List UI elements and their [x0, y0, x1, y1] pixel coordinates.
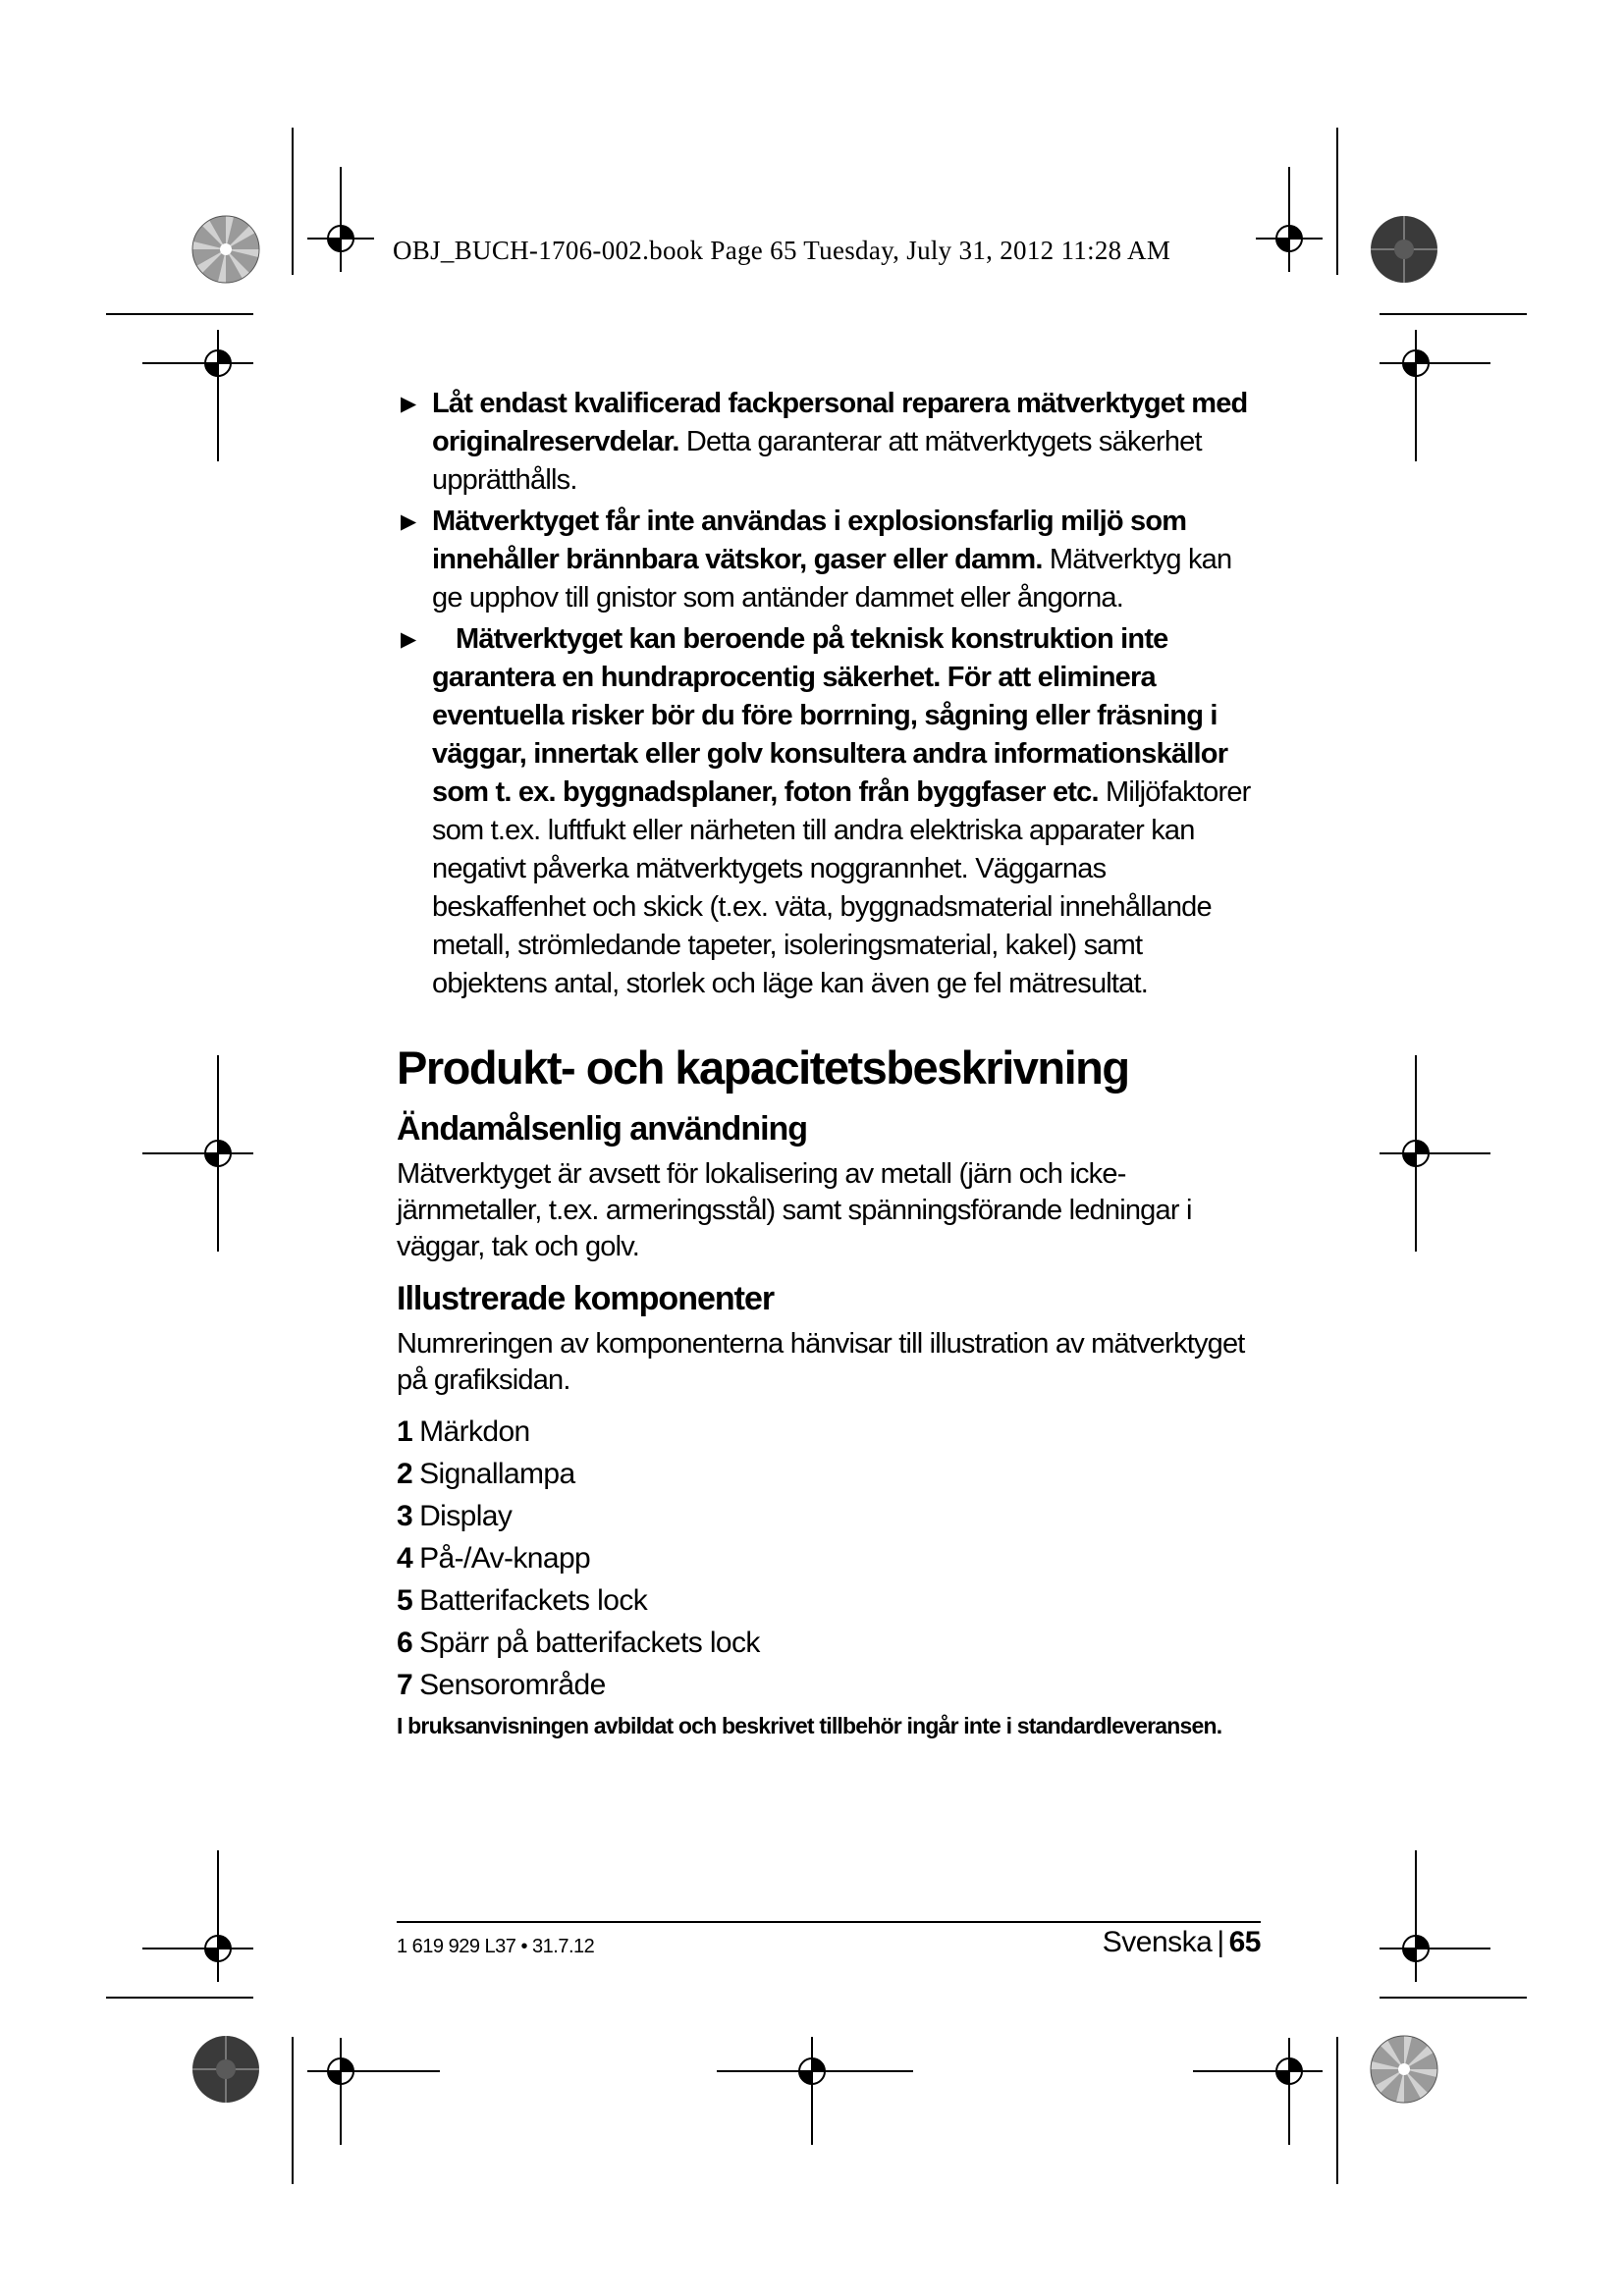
- component-number: 2: [397, 1458, 413, 1490]
- list-item: [397, 1664, 1261, 1706]
- list-item: [397, 1453, 1261, 1495]
- component-number: 3: [397, 1500, 413, 1532]
- list-item: [397, 1622, 1261, 1664]
- section-title: Produkt- och kapacitetsbeskrivning: [397, 1041, 1129, 1094]
- page-number: 65: [1228, 1926, 1261, 1958]
- safety-item-bold: Mätverktyget kan beroende på teknisk konstruktion inte garantera en hundraprocentig säkerhet. För att eliminera eventuella risker bör du före borrning, sågning eller fräsning i väggar, innertak eller golv konsultera andra informationskällor som t. ex. byggnadsplaner, foton från byggfaser etc.: [432, 623, 1228, 808]
- bullet-arrow-icon: ▶: [401, 628, 416, 651]
- list-item: [397, 1411, 1261, 1453]
- footer-doc-code: 1 619 929 L37 • 31.7.12: [397, 1936, 595, 1957]
- list-item: [397, 1537, 1261, 1579]
- safety-item-text: Detta garanterar att mätverktygets säkerhet upprätthålls.: [432, 426, 1202, 496]
- safety-item-text: Miljöfaktorer som t.ex. luftfukt eller närheten till andra elektriska apparater kan negativt påverka mätverktygets noggrannhet. Väggarnas beskaffenhet och skick (t.ex. väta, byggnadsmaterial innehållande metall, strömledande tapeter, isoleringsmaterial, kakel) samt objektens antal, storlek och läge kan även ge fel mätresultat.: [432, 776, 1251, 999]
- accessories-note: I bruksanvisningen avbildat och beskrivet tillbehör ingår inte i standardleveransen.: [397, 1713, 1222, 1738]
- safety-item: [397, 385, 1261, 500]
- components-list: [397, 1411, 1261, 1706]
- footer-page-label: [1103, 1926, 1261, 1959]
- book-header-info: OBJ_BUCH-1706-002.book Page 65 Tuesday, July 31, 2012 11:28 AM: [393, 236, 1171, 265]
- bullet-arrow-icon: ▶: [401, 510, 416, 533]
- components-heading: Illustrerade komponenter: [397, 1280, 775, 1317]
- component-label: Märkdon: [419, 1415, 530, 1448]
- component-label: På-/Av-knapp: [419, 1542, 591, 1575]
- bullet-arrow-icon: ▶: [401, 393, 416, 415]
- footer-divider: [397, 1921, 1261, 1923]
- component-label: Display: [419, 1500, 513, 1532]
- component-number: 4: [397, 1542, 413, 1575]
- component-label: Sensorområde: [419, 1669, 606, 1701]
- component-number: 5: [397, 1584, 413, 1617]
- component-label: Batterifackets lock: [419, 1584, 648, 1617]
- safety-item: [397, 503, 1261, 617]
- component-number: 7: [397, 1669, 413, 1701]
- safety-item-bold: Mätverktyget får inte användas i explosionsfarlig miljö som innehåller brännbara vätskor, gaser eller damm.: [432, 506, 1187, 575]
- component-number: 6: [397, 1627, 413, 1659]
- list-item: [397, 1579, 1261, 1622]
- components-intro: Numreringen av komponenterna hänvisar till illustration av mätverktyget på grafiksidan.: [397, 1328, 1245, 1396]
- page-content: [397, 385, 1261, 1741]
- footer-language: Svenska: [1102, 1926, 1213, 1958]
- component-label: Spärr på batterifackets lock: [419, 1627, 760, 1659]
- list-item: [397, 1495, 1261, 1537]
- intended-use-heading: Ändamålsenlig användning: [397, 1110, 808, 1148]
- footer-separator: |: [1217, 1926, 1224, 1958]
- safety-item-bold: Låt endast kvalificerad fackpersonal reparera mätverktyget med originalreservdelar.: [432, 388, 1248, 457]
- component-number: 1: [397, 1415, 413, 1448]
- safety-item-text: Mätverktyg kan ge upphov till gnistor som antänder dammet eller ångorna.: [432, 544, 1232, 614]
- component-label: Signallampa: [419, 1458, 575, 1490]
- intended-use-text: Mätverktyget är avsett för lokalisering av metall (järn och icke-järnmetaller, t.ex. armeringsstål) samt spänningsförande ledningar i väggar, tak och golv.: [397, 1158, 1192, 1262]
- safety-item: [397, 620, 1261, 1003]
